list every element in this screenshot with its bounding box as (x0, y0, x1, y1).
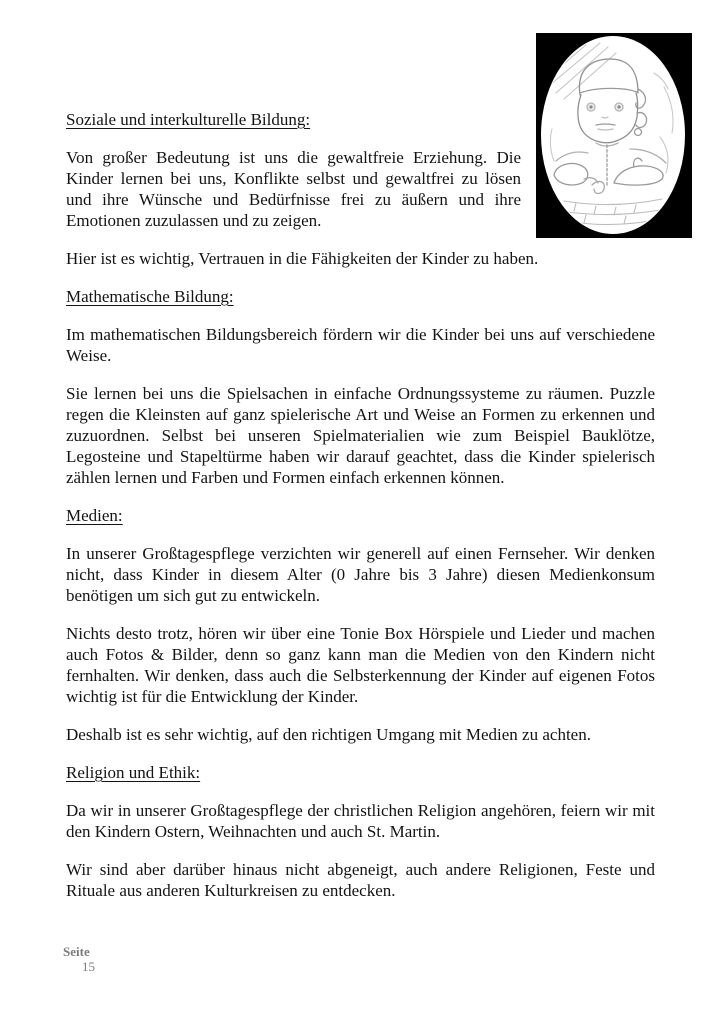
footer-label: Seite (63, 944, 90, 959)
section-soziale-bildung (66, 109, 521, 231)
paragraph: Deshalb ist es sehr wichtig, auf den richtigen Umgang mit Medien zu achten. (66, 725, 591, 744)
paragraph: Hier ist es wichtig, Vertrauen in die Fähigkeiten der Kinder zu haben. (66, 249, 539, 268)
heading-religion-und-ethik: Religion und Ethik: (66, 763, 201, 782)
paragraph: Wir sind aber darüber hinaus nicht abgeneigt, auch andere Religionen, Feste und Rituale aus anderen Kulturkreisen zu entdecken. (66, 860, 655, 900)
heading-medien: Medien: (66, 506, 123, 525)
heading-soziale-bildung: Soziale und interkulturelle Bildung: (66, 110, 311, 129)
heading-mathematische-bildung: Mathematische Bildung: (66, 287, 234, 306)
page-footer (63, 944, 95, 974)
paragraph: Im mathematischen Bildungsbereich fördern wir die Kinder bei uns auf verschiedene Weise. (66, 325, 655, 365)
paragraph: Da wir in unserer Großtagespflege der christlichen Religion angehören, feiern wir mit den Kindern Ostern, Weihnachten und auch St. Martin. (66, 801, 655, 841)
paragraph: Sie lernen bei uns die Spielsachen in einfache Ordnungssysteme zu räumen. Puzzle regen die Kleinsten auf ganz spielerische Art und Weise an Formen zu erkennen und zuzuordnen. Selbst bei unseren Spielmaterialien wie zum Beispiel Bauklötze, Legosteine und Stapeltürme haben wir darauf geachtet, dass die Kinder spielerisch zählen lernen und Farben und Formen einfach erkennen können. (66, 384, 655, 487)
paragraph: Von großer Bedeutung ist uns die gewaltfreie Erziehung. Die Kinder lernen bei uns, Konflikte selbst und gewaltfrei zu lösen und ihre Wünsche und Bedürfnisse frei zu äußern und ihre Emotionen zuzulassen und zu zeigen. (66, 148, 521, 230)
paragraph: Nichts desto trotz, hören wir über eine Tonie Box Hörspiele und Lieder und machen auch Fotos & Bilder, denn so ganz kann man die Medien von den Kindern nicht fernhalten. Wir denken, dass auch die Selbsterkennung der Kinder auf eigenen Fotos wichtig ist für die Entwicklung der Kinder. (66, 624, 655, 706)
page-number: 15 (82, 959, 95, 974)
paragraph: In unserer Großtagespflege verzichten wir generell auf einen Fernseher. Wir denken nicht, dass Kinder in diesem Alter (0 Jahre bis 3 Jahre) diesen Medienkonsum benötigen um sich gut zu entwickeln. (66, 544, 655, 605)
document-content (66, 0, 655, 918)
